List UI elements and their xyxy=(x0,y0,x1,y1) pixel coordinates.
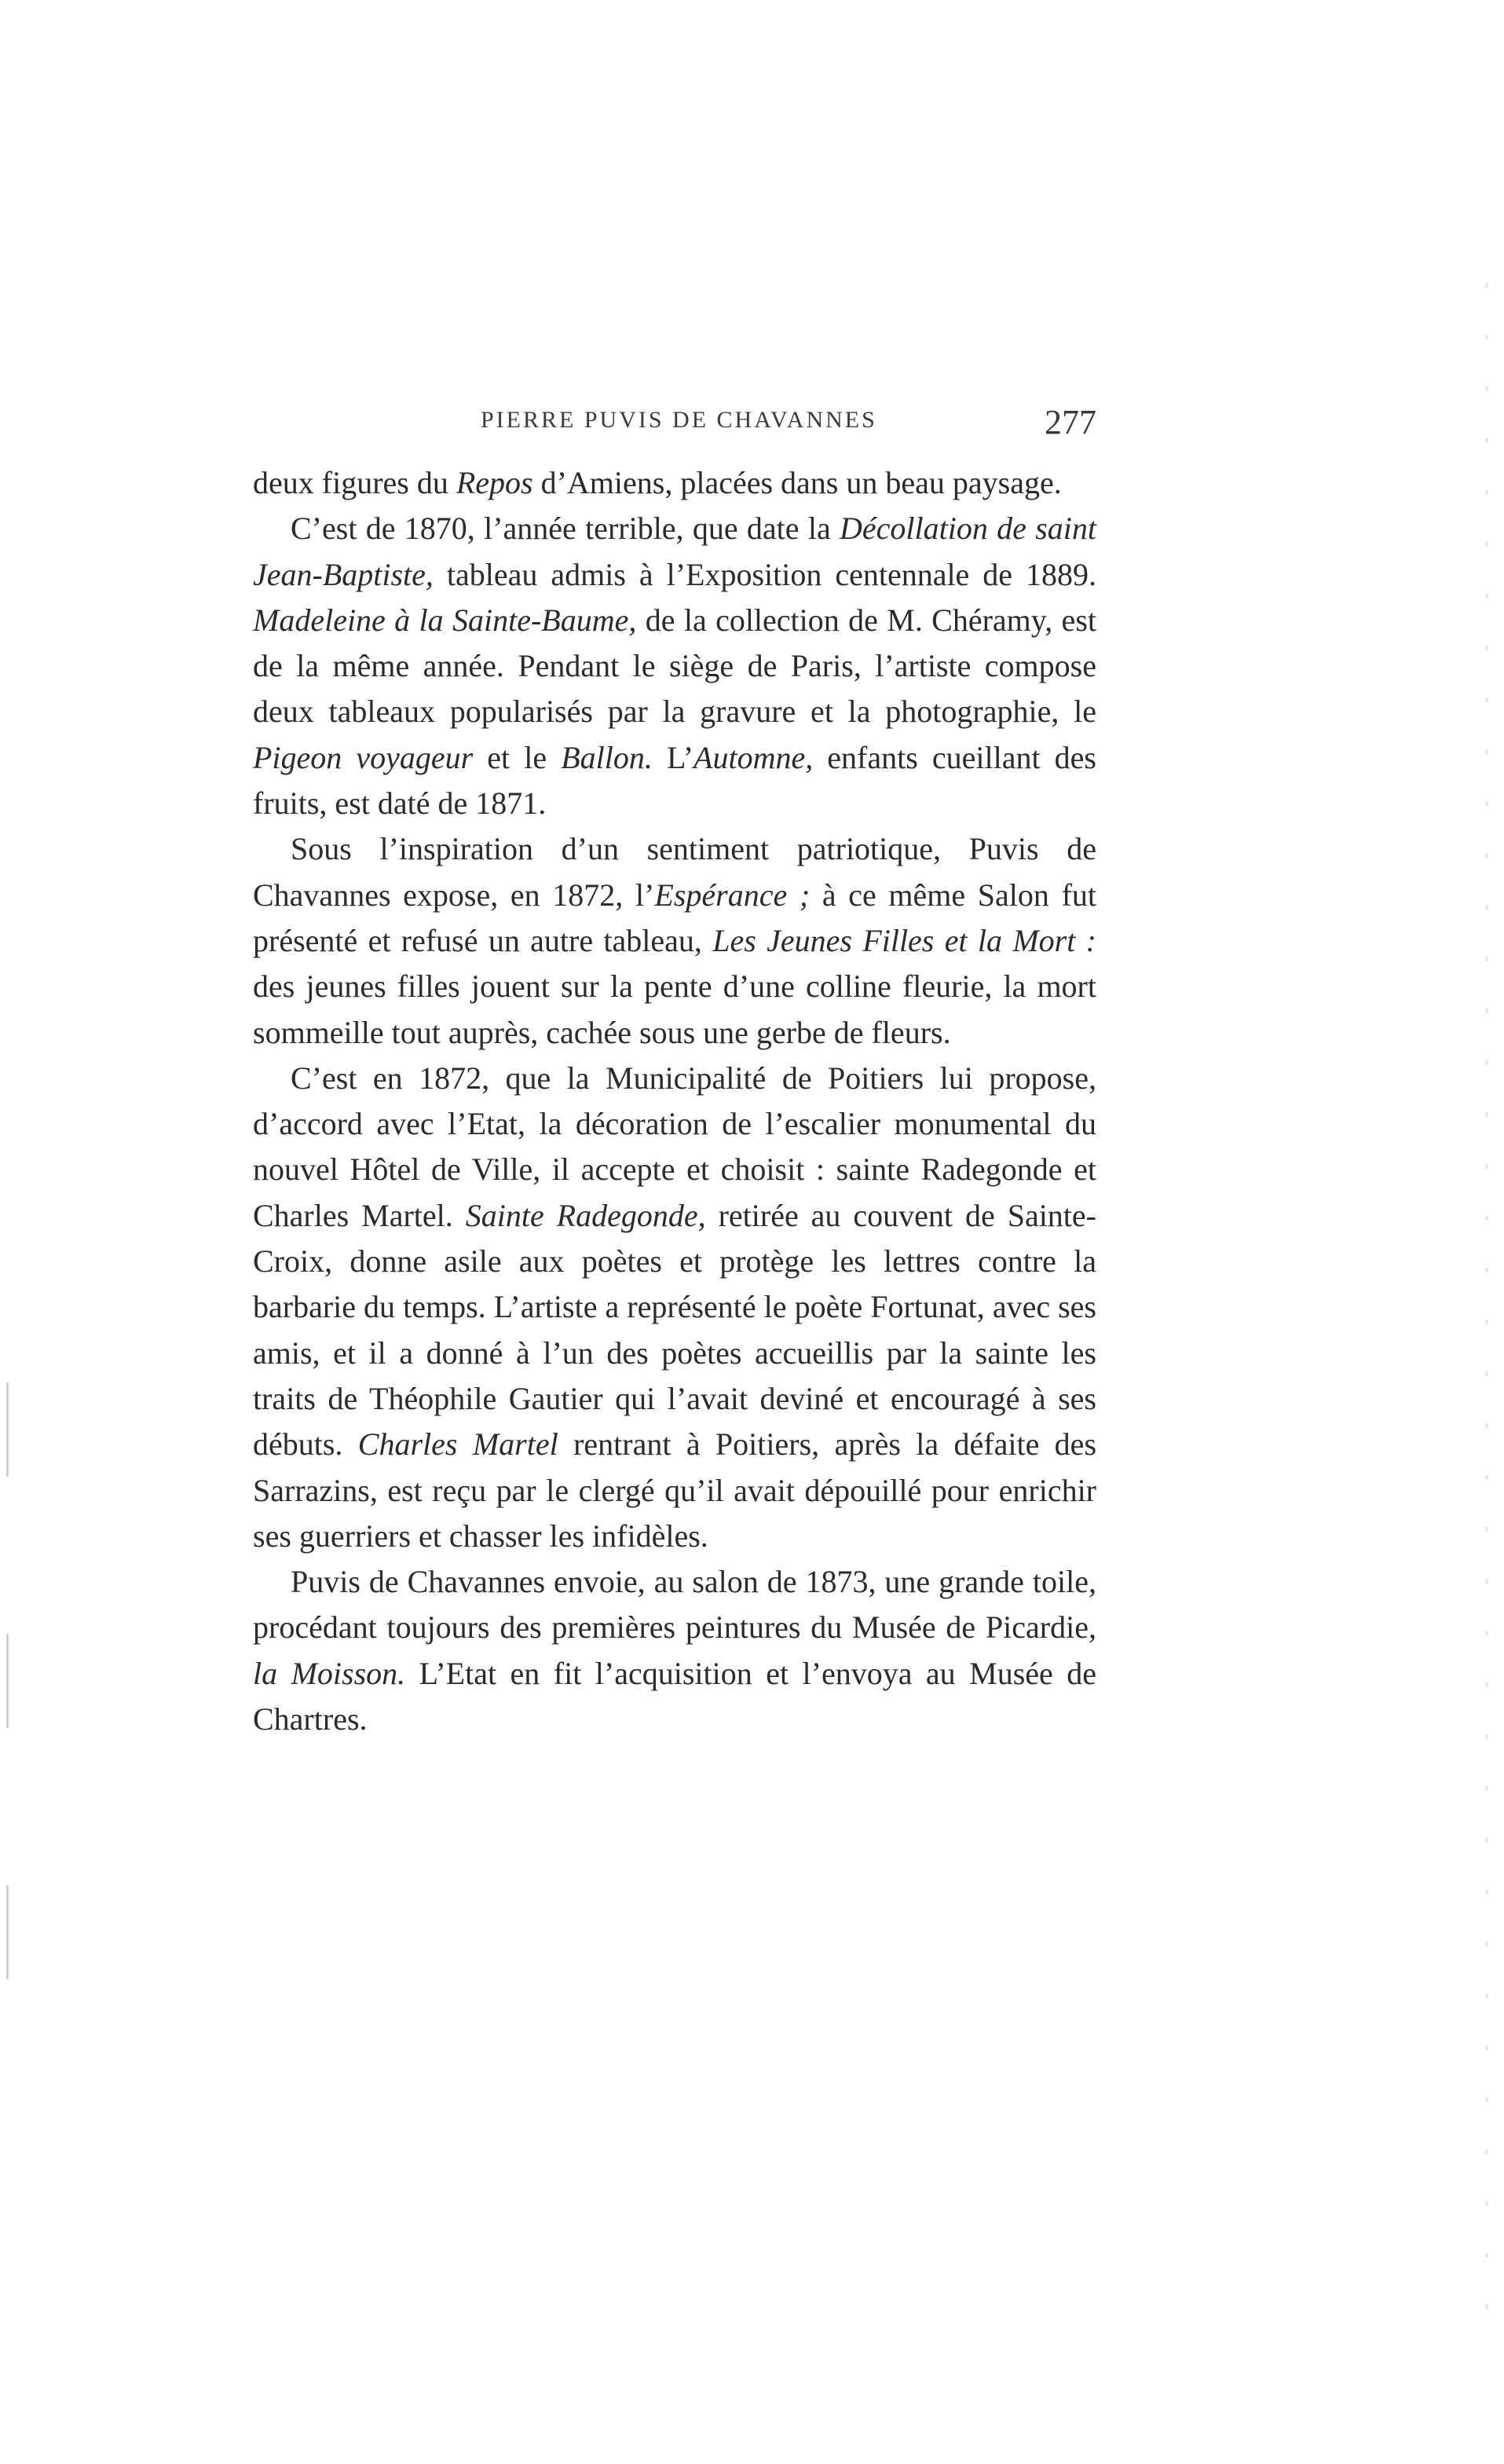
text-run: Puvis de Chavannes envoie, au salon de 1873, une grande toile, procédant toujours des premières peintures du Musée de Picardie, xyxy=(253,1564,1096,1646)
running-head xyxy=(253,402,1096,449)
paragraph-3 xyxy=(253,826,1096,1055)
italic-title: Les Jeunes Filles et la Mort : xyxy=(712,922,1096,958)
italic-title: Ballon. xyxy=(561,739,653,775)
italic-title: Pigeon voyageur xyxy=(253,739,474,775)
text-run: Sous l’inspiration d’un sentiment patriotique, Puvis de Chavannes expose, en 1872, l’ xyxy=(253,831,1096,913)
text-run: des jeunes filles jouent sur la pente d’une colline fleurie, la mort sommeille tout auprès, cachée sous une gerbe de fleurs. xyxy=(253,968,1096,1050)
text-run: d’Amiens, placées dans un beau paysage. xyxy=(532,465,1062,500)
paragraph-1 xyxy=(253,460,1096,506)
scan-edge-artifact xyxy=(1485,236,1488,2356)
paragraph-5 xyxy=(253,1559,1096,1742)
page-number: 277 xyxy=(1045,403,1096,441)
italic-title: Décollation de saint Jean-Baptiste, xyxy=(253,511,1096,592)
text-run: C’est en 1872, que la Municipalité de Poitiers lui propose, d’accord avec l’Etat, la décoration de l’escalier monumental du nouvel Hôtel de Ville, il accepte et choisit : sainte Radegonde et Charles Martel. xyxy=(253,1060,1096,1233)
scan-edge-artifact-left xyxy=(6,1225,9,2089)
italic-title: Repos xyxy=(456,465,533,500)
text-run: C’est de 1870, l’année terrible, que date la xyxy=(291,511,840,547)
text-run: L’ xyxy=(652,739,694,775)
text-run: de la collection de M. Chéramy, est de la même année. Pendant le siège de Paris, l’artiste compose deux tableaux popularisés par la gravure et la photographie, le xyxy=(253,602,1096,730)
running-title: PIERRE PUVIS DE CHAVANNES xyxy=(481,407,877,433)
text-run: retirée au couvent de Sainte-Croix, donne asile aux poètes et protège les lettres contre la barbarie du temps. L’artiste a représenté le poète Fortunat, avec ses amis, et il a donné à l’un des poètes accueillis par la sainte les traits de Théophile Gautier qui l’avait deviné et encouragé à ses débuts. xyxy=(253,1197,1096,1463)
text-run: et le xyxy=(473,739,562,775)
italic-title: Automne, xyxy=(693,739,814,775)
paragraph-4 xyxy=(253,1056,1096,1559)
body-text xyxy=(253,460,1096,1742)
italic-title: Sainte Radegonde, xyxy=(465,1197,706,1233)
text-run: L’Etat en fit l’acquisition et l’envoya au Musée de Chartres. xyxy=(253,1655,1096,1737)
text-run: rentrant à Poitiers, après la défaite des Sarrazins, est reçu par le clergé qu’il avait dépouillé pour enrichir ses guerriers et chasser les infidèles. xyxy=(253,1426,1097,1554)
text-run: enfants cueillant des fruits, est daté de 1871. xyxy=(253,739,1096,822)
text-run: tableau admis à l’Exposition centennale de 1889. xyxy=(433,556,1096,592)
text-run: à ce même Salon fut présenté et refusé un autre tableau, xyxy=(253,877,1097,958)
italic-title: la Moisson. xyxy=(253,1655,406,1691)
italic-title: Madeleine à la Sainte-Baume, xyxy=(253,602,637,638)
paragraph-2 xyxy=(253,506,1096,826)
italic-title: Espérance ; xyxy=(654,877,811,913)
italic-title: Charles Martel xyxy=(357,1426,558,1463)
text-run: deux figures du xyxy=(253,465,456,500)
